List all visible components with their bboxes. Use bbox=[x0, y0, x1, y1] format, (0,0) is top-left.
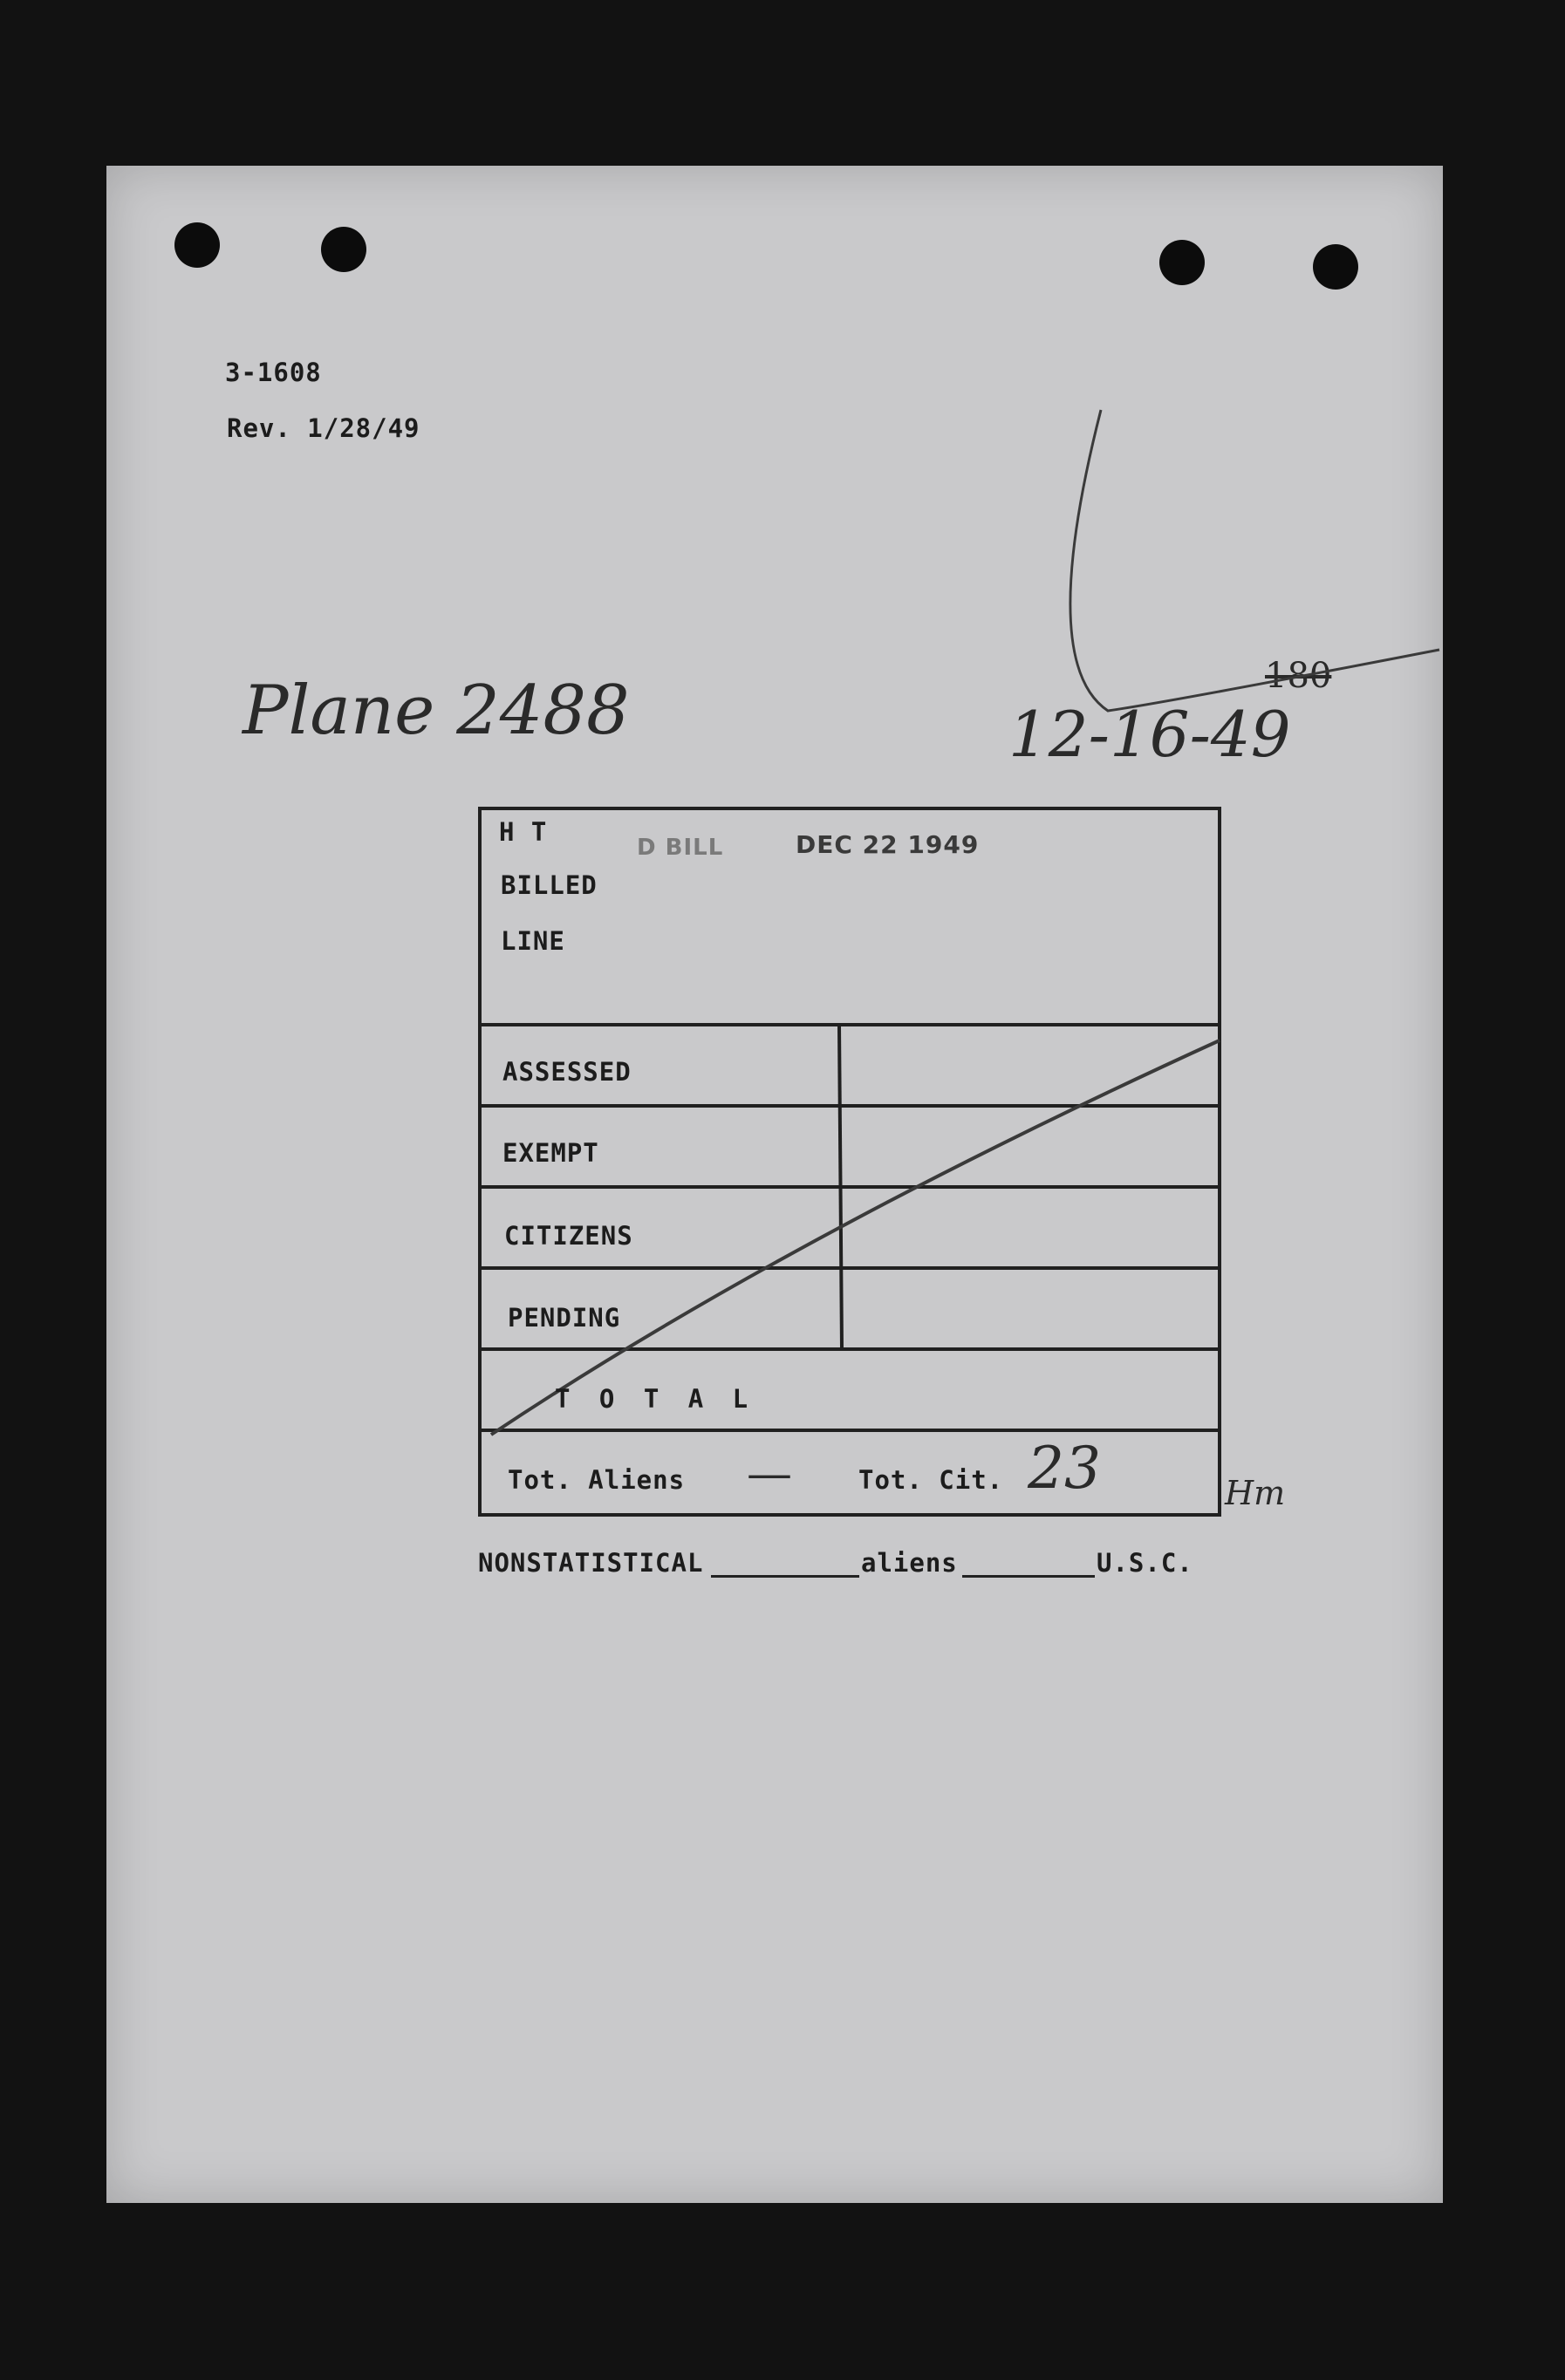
table-row-label-citizens: CITIZENS bbox=[504, 1221, 633, 1251]
form-revision: Rev. 1/28/49 bbox=[227, 413, 420, 443]
aliens-blank bbox=[962, 1575, 1095, 1578]
tot-aliens-label: Tot. Aliens bbox=[508, 1465, 686, 1495]
handwritten-initials: Hm bbox=[1225, 1474, 1286, 1512]
billed-stamp: D BILL bbox=[637, 835, 724, 861]
table-total-label: T O T A L bbox=[555, 1384, 755, 1414]
table-label-line: LINE bbox=[501, 926, 565, 956]
table-label-billed: BILLED bbox=[501, 870, 598, 900]
nonstatistical-blank bbox=[711, 1575, 859, 1578]
handwritten-plane-number: Plane 2488 bbox=[243, 672, 630, 750]
tot-cit-label: Tot. Cit. bbox=[858, 1465, 1004, 1495]
footer-aliens: aliens bbox=[861, 1548, 958, 1578]
handwritten-date: 12-16-49 bbox=[1008, 698, 1291, 771]
form-number: 3-1608 bbox=[225, 358, 322, 387]
date-stamp: DEC 22 1949 bbox=[796, 830, 980, 859]
table-row-label-pending: PENDING bbox=[508, 1303, 621, 1333]
table-label-ht: H T bbox=[499, 817, 548, 847]
tot-cit-value: 23 bbox=[1028, 1435, 1101, 1502]
tot-aliens-value: — bbox=[747, 1448, 792, 1500]
pen-bracket-curve bbox=[1070, 410, 1439, 711]
footer-usc: U.S.C. bbox=[1097, 1548, 1193, 1578]
footer-nonstatistical: NONSTATISTICAL bbox=[478, 1548, 704, 1578]
table-row-label-exempt: EXEMPT bbox=[502, 1138, 599, 1168]
table-row-label-assessed: ASSESSED bbox=[502, 1057, 632, 1087]
handwritten-struck-number: 180 bbox=[1265, 656, 1332, 696]
